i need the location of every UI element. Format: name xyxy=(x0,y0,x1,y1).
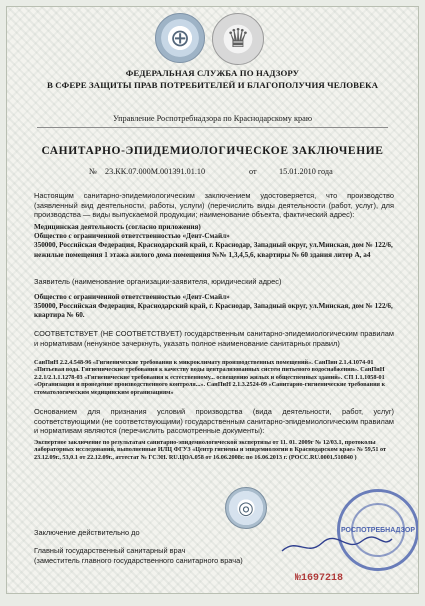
emblem-logo xyxy=(155,13,205,63)
document-title: САНИТАРНО-ЭПИДЕМИОЛОГИЧЕСКОЕ ЗАКЛЮЧЕНИЕ xyxy=(41,145,384,157)
intro-paragraph: Настоящим санитарно-эпидемиологическим заключением удостоверяется, что производство (заявленный вид деятельности, работы, услуги) (перечислить виды деятельности (работ, услуг), для производства — виды выпускаемой продукции; наименование объекта, фактический адрес): xyxy=(34,191,394,219)
serial-number: №1697218 xyxy=(295,573,344,584)
certificate-number-line xyxy=(89,167,389,181)
divider xyxy=(37,127,388,128)
number-prefix: № xyxy=(89,167,97,176)
signature xyxy=(277,533,397,559)
applicant-label: Заявитель xyxy=(34,277,70,286)
applicant-block xyxy=(34,293,394,321)
applicant-hint: (наименование организации-заявителя, юридический адрес) xyxy=(72,277,282,286)
organization-address: 350000, Российская Федерация, Краснодарский край, г. Краснодар, Западный округ, ул.Минская, дом № 122/6, нежилые помещения 1 этажа жилого дома помещения №№ 1,3,4,5,6, квартиры № 60 здания литер А, а4 xyxy=(34,241,393,259)
stamp-text: РОСПОТРЕБНАДЗОР xyxy=(340,526,416,534)
number-suffix: от xyxy=(249,167,257,176)
signer-subtitle: (заместитель главного государственного санитарного врача) xyxy=(34,555,243,565)
double-headed-eagle-icon: ♛ xyxy=(226,24,250,54)
coat-of-arms xyxy=(212,13,264,65)
applicant-heading xyxy=(34,277,394,287)
evidence-documents: Экспертное заключение по результатам санитарно-эпидемиологической экспертизы от 11. 01. 2009г № 12/03.1, протоколы лабораторных исследований, выполненные ИЛЦ ФГУЗ «Центр гигиены и эпидемиологии в Краснодарском крае» № 59,51 от 23.12.09г., 53,0.1 от 22.12.09г., аттестат № ГСЭН. RU.ЦОА.058 от 16.06.2008г. по 16.06.2013 г. (РОСС.RU.0001.510840 ) xyxy=(34,439,387,461)
agency-name xyxy=(17,67,408,91)
signer-title: Главный государственный санитарный врач xyxy=(34,546,186,555)
compliance-statement: СООТВЕТСТВУЕТ (НЕ СООТВЕТСТВУЕТ) государственным санитарно-эпидемиологическим правилам и нормативам (ненужное зачеркнуть, указать полное наименование санитарных правил) xyxy=(34,329,394,348)
agency-line1: ФЕДЕРАЛЬНАЯ СЛУЖБА ПО НАДЗОРУ xyxy=(125,68,300,78)
activity-block xyxy=(34,223,394,260)
applicant-name: Общество с ограниченной ответственностью «Дент-Смайл» xyxy=(34,293,230,301)
certificate-number: 23.КК.07.000М.001391.01.10 xyxy=(105,167,206,176)
activity-type: Медицинская деятельность (согласно приложения) xyxy=(34,223,201,231)
agency-line2: В СФЕРЕ ЗАЩИТЫ ПРАВ ПОТРЕБИТЕЛЕЙ И БЛАГОПОЛУЧИЯ ЧЕЛОВЕКА xyxy=(46,80,379,90)
certificate-page xyxy=(6,6,419,594)
sanitary-rules-list: СанПиН 2.2.4.548-96 «Гигиенические требования к микроклимату производственных помещений». СанПин 2.1.4.1074-01 «Питьевая вода. Гигиенические требования к качеству воды централизованных систем питьевого водоснабжения». СанПиН 2.2.1/2.1.1.1278-03 «Гигиенические требования к естественному... освещению жилых и общественных зданий». СП 1.1.1058-01 «Организация и проведение производственного контроля...». СанПиН 2.1.3.2524-09 «Санитарно-гигиенические требования к стоматологическим медицинским организациям» xyxy=(34,359,386,396)
agency-logo-icon: ⊕ xyxy=(169,24,191,52)
certificate-date: 15.01.2010 года xyxy=(279,167,333,176)
department: Управление Роспотребнадзора по Краснодарскому краю xyxy=(112,114,313,123)
organization-name: Общество с ограниченной ответственностью «Дент-Смайл» xyxy=(34,232,230,241)
applicant-address: 350000, Российская Федерация, Краснодарский край, г. Краснодар, Западный округ, ул.Минская, дом № 122/6, квартира № 60. xyxy=(34,302,393,320)
hologram-seal xyxy=(225,487,267,529)
hologram-icon: ◎ xyxy=(238,497,254,519)
validity-line: Заключение действительно до xyxy=(34,528,140,537)
basis-paragraph: Основанием для признания условий производства (вида деятельности, работ, услуг) соответствующими (не соответствующими) государственным санитарно-эпидемиологическим правилам и нормативам являются (перечислить рассмотренные документы): xyxy=(34,407,394,435)
